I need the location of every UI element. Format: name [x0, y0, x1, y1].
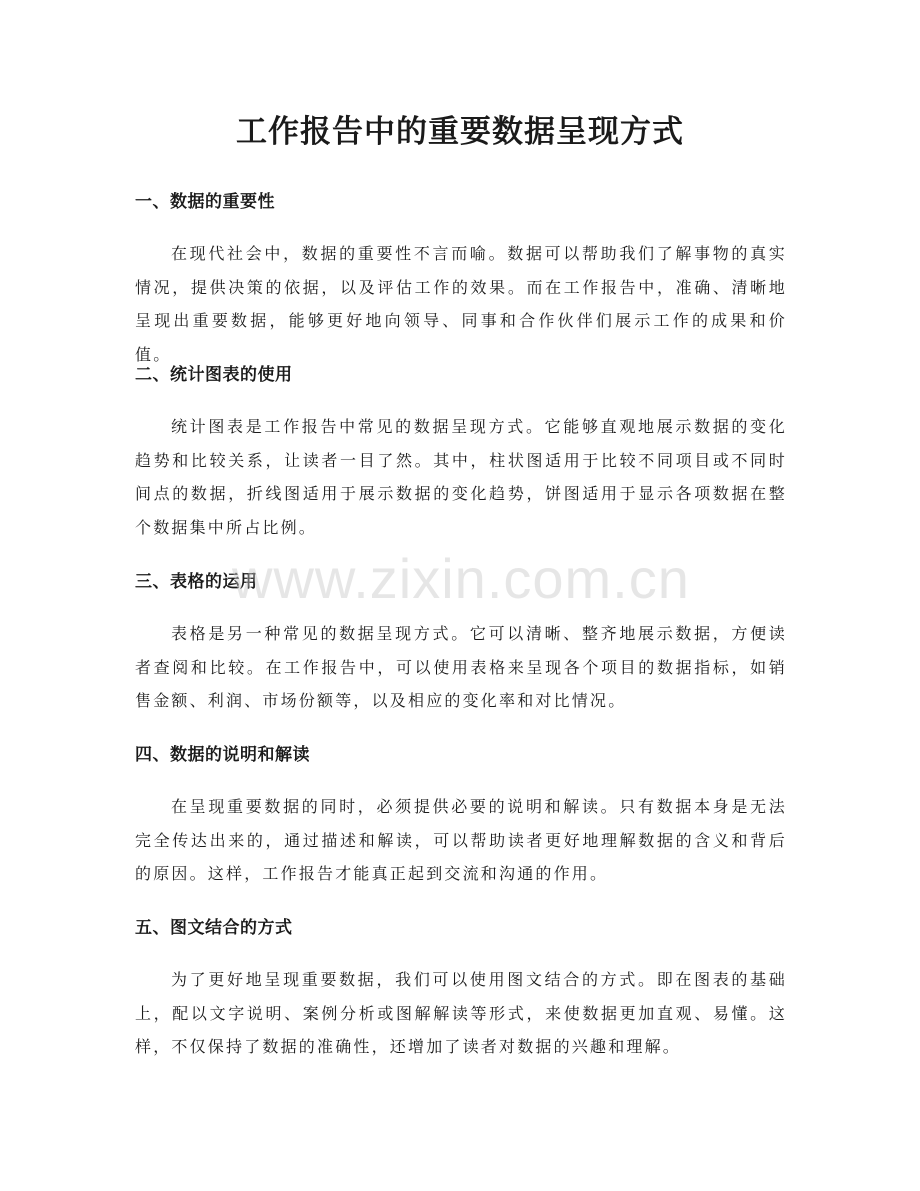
section-heading: 三、表格的运用	[135, 572, 258, 592]
section-body: 为了更好地呈现重要数据，我们可以使用图文结合的方式。即在图表的基础上，配以文字说明、案例分析或图解解读等形式，来使数据更加直观、易懂。这样，不仅保持了数据的准确性，还增加了读者对数据的兴趣和理解。	[135, 970, 787, 1056]
section-body: 在现代社会中，数据的重要性不言而喻。数据可以帮助我们了解事物的真实情况，提供决策的依据，以及评估工作的效果。而在工作报告中，准确、清晰地呈现出重要数据，能够更好地向领导、同事和合作伙伴们展示工作的成果和价值。	[135, 244, 787, 364]
section-heading: 一、数据的重要性	[135, 192, 275, 212]
section-body: 在呈现重要数据的同时，必须提供必要的说明和解读。只有数据本身是无法完全传达出来的，通过描述和解读，可以帮助读者更好地理解数据的含义和背后的原因。这样，工作报告才能真正起到交流和沟通的作用。	[135, 797, 787, 883]
section-body: 统计图表是工作报告中常见的数据呈现方式。它能够直观地展示数据的变化趋势和比较关系，让读者一目了然。其中，柱状图适用于比较不同项目或不同时间点的数据，折线图适用于展示数据的变化趋势，饼图适用于显示各项数据在整个数据集中所占比例。	[135, 417, 787, 537]
watermark: www.zixin.com.cn	[232, 547, 690, 610]
section-heading: 五、图文结合的方式	[135, 918, 293, 938]
section-tables	[135, 569, 787, 718]
section-heading: 四、数据的说明和解读	[135, 745, 310, 765]
section-heading: 二、统计图表的使用	[135, 365, 293, 385]
section-body: 表格是另一种常见的数据呈现方式。它可以清晰、整齐地展示数据，方便读者查阅和比较。在工作报告中，可以使用表格来呈现各个项目的数据指标，如销售金额、利润、市场份额等，以及相应的变化率和对比情况。	[135, 624, 787, 710]
section-explanation	[135, 742, 787, 891]
section-charts	[135, 362, 787, 544]
document-title: 工作报告中的重要数据呈现方式	[236, 114, 684, 150]
section-text-image	[135, 915, 787, 1064]
section-importance	[135, 189, 787, 371]
